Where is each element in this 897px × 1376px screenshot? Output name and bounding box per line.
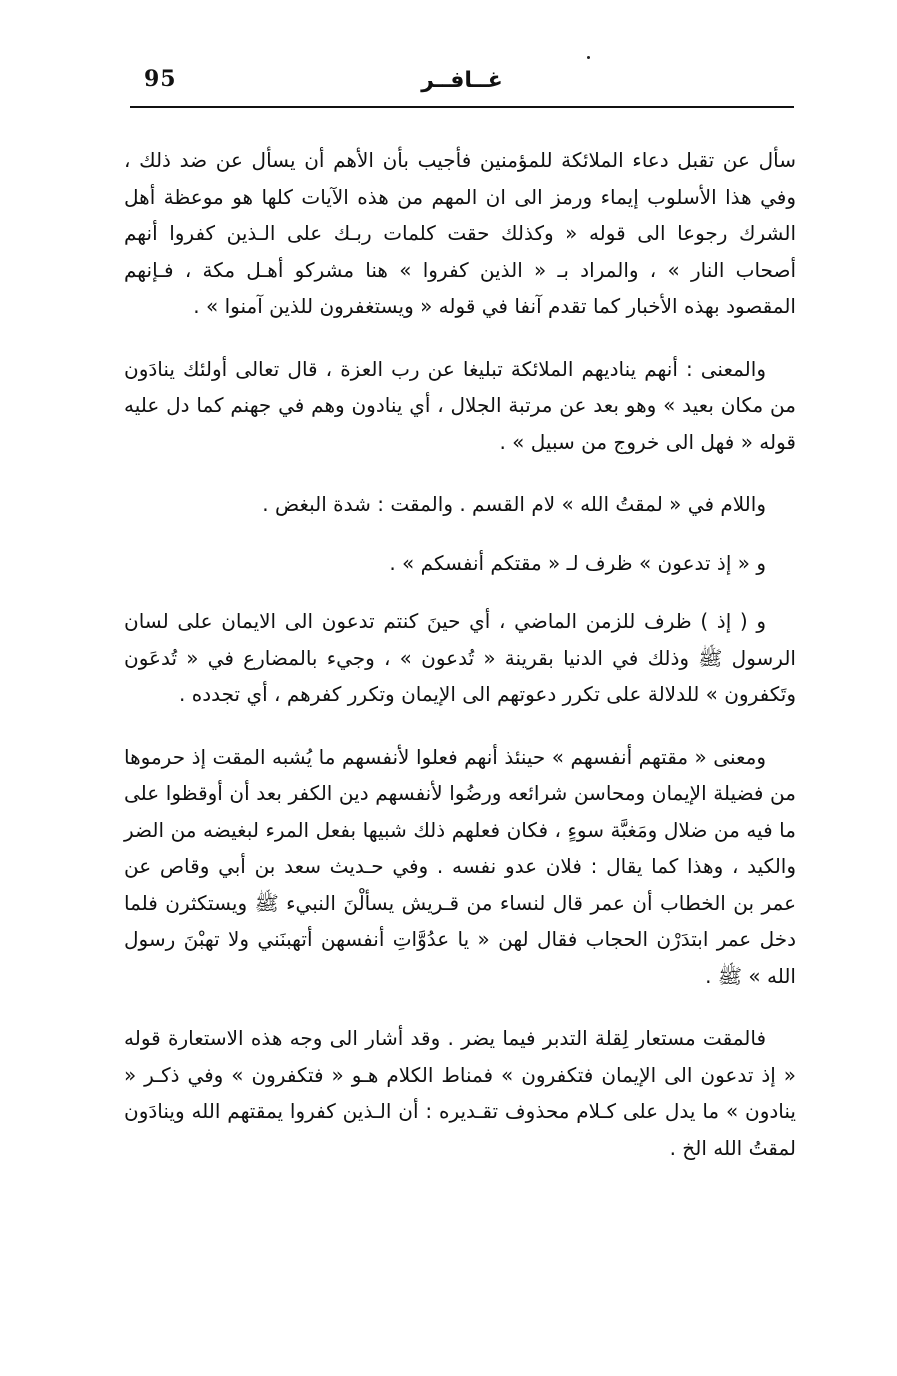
running-title: غــافــر (421, 68, 503, 93)
page-number: 95 (144, 66, 177, 92)
paragraph-7: فالمقت مستعار لِقلة التدبر فيما يضر . وقد أشار الى وجه هذه الاستعارة قوله « إذ تدعون الى الإيمان فتكفرون » فمناط الكلام هـو « فتكفرون » وفي ذكـر « ينادون » ما يدل على كـلام محذوف تقـديره : أن الـذين كفروا يمقتهم الله وينادَون لمقتُ الله الخ . (124, 1026, 796, 1160)
paragraph-5: و ( إذ ) ظرف للزمن الماضي ، أي حينَ كنتم تدعون الى الايمان على لسان الرسول ﷺ وذلك في الدنيا بقرينة « تُدعون » ، وجيء بالمضارع في « تُدعَون وتَكفرون » للدلالة على تكرر دعوتهم الى الإيمان وتكرر كفرهم ، أي تجدده . (124, 609, 796, 706)
stray-mark (587, 56, 590, 59)
paragraph-3: واللام في « لمقتُ الله » لام القسم . والمقت : شدة البغض . (262, 492, 766, 516)
page-header (130, 62, 794, 102)
paragraph-2: والمعنى : أنهم يناديهم الملائكة تبليغا عن رب العزة ، قال تعالى أولئك ينادَون من مكان بعيد » وهو بعد عن مرتبة الجلال ، أي ينادون وهم في جهنم كما دل عليه قوله « فهل الى خروج من سبيل » . (124, 356, 796, 454)
page-body (124, 142, 796, 1166)
paragraph-1: سأل عن تقبل دعاء الملائكة للمؤمنين فأجيب بأن الأهم أن يسأل عن ضد ذلك ، وفي هذا الأسلوب إيماء ورمز الى ان المهم من هذه الآيات كلها هو موعظة أهل الشرك رجوعا الى قوله « وكذلك حقت كلمات ربـك على الـذين كفروا أنهم أصحاب النار » ، والمراد بـ « الذين كفروا » هنا مشركو أهـل مكة ، فـإنهم المقصود بهذه الأخبار كما تقدم آنفا في قوله « ويستغفرون للذين آمنوا » . (124, 148, 796, 318)
paragraph-6: ومعنى « مقتهم أنفسهم » حينئذ أنهم فعلوا لأنفسهم ما يُشبه المقت إذ حرموها من فضيلة الإيمان ومحاسن شرائعه ورضُوا لأنفسهم دين الكفر بعد أن أوقظوا على ما فيه من ضلال ومَغبَّة سوءٍ ، فكان فعلهم ذلك شبيها بفعل المرء لبغيضه من الضر والكيد ، وهذا كما يقال : فلان عدو نفسه . وفي حـديث سعد بن أبي وقاص عن عمر بن الخطاب أن عمر قال لنساء من قـريش يسألْنَ النبيء ﷺ ويستكثرن فلما دخل عمر ابتدَرْن الحجاب فقال لهن « يا عدُوَّاتِ أنفسهن أتهبنَني ولا تهبْنَ رسول الله » ﷺ . (124, 744, 796, 988)
paragraph-4: و « إذ تدعون » ظرف لـ « مقتكم أنفسكم » . (389, 550, 766, 575)
header-rule (130, 106, 794, 108)
